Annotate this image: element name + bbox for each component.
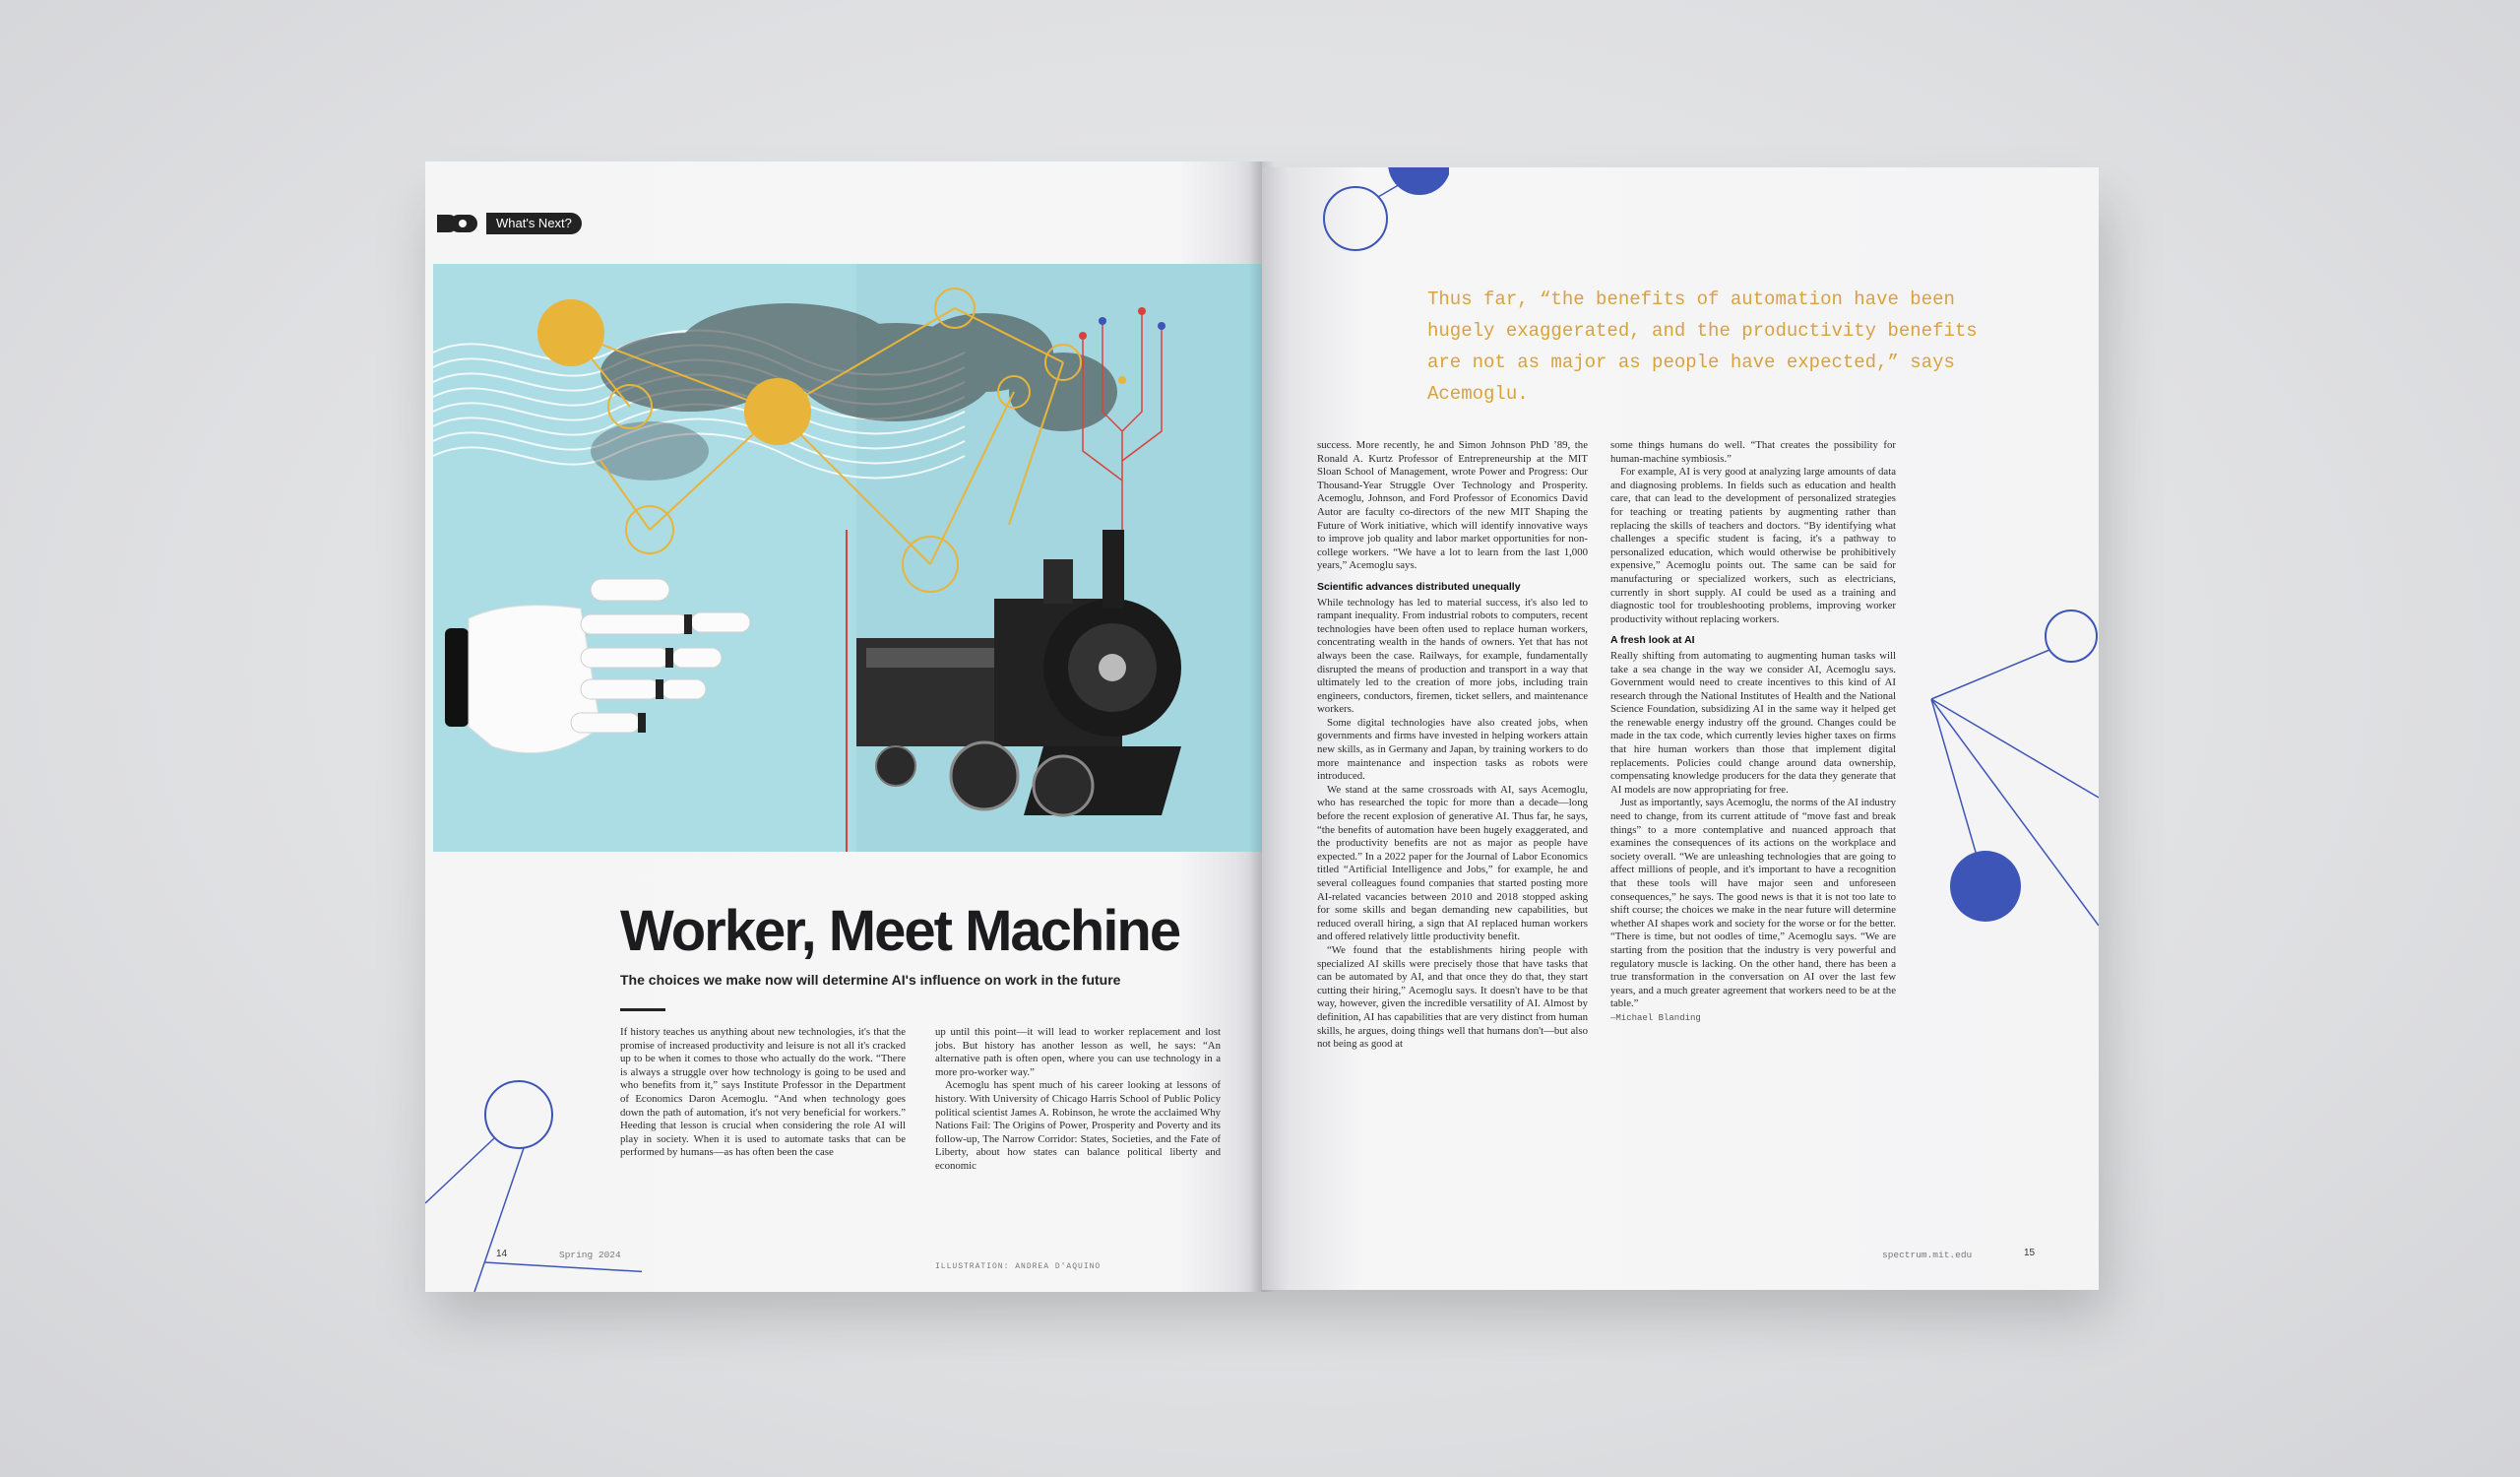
robot-hand (445, 579, 750, 753)
article-subtitle: The choices we make now will determine AI's influence on work in the future (620, 972, 1121, 988)
paragraph: While technology has led to material success, it's also led to rampant inequality. From industrial robots to computers, recent technologies have been often used to replace human workers, concentrating wealth in the hands of owners. Yet that has not always been the case. Railways, for example, fundamentally disrupted the means of production and transport in a way that ultimately led to the creation of more jobs, including train engineers, conductors, firemen, ticket sellers, and maintenance workers. (1317, 596, 1588, 716)
left-column-1 (620, 1026, 906, 1160)
right-column-2 (1610, 439, 1896, 1026)
left-column-2 (935, 1026, 1221, 1174)
section-heading: Scientific advances distributed unequally (1317, 580, 1521, 593)
author-signature: —Michael Blanding (1610, 1012, 1701, 1023)
smoke-cloud (591, 303, 1117, 481)
hero-illustration (433, 264, 1262, 852)
yellow-node-large (537, 299, 604, 366)
illustration-credit: ILLUSTRATION: ANDREA D'AQUINO (935, 1262, 1102, 1271)
locomotive (856, 530, 1181, 815)
page-number: 14 (496, 1249, 508, 1259)
paragraph: “We found that the establishments hiring people with specialized AI skills were precisely those that have tasks that can be automated by AI, and that once they do that, they start cutting their hiring,” Acemoglu says. It doesn't have to be that way, however, given the incredible versatility of AI. Almost by definition, AI has capabilities that are very distinct from human skills, he argues, doing things well that humans don't—but also not being as good at (1317, 943, 1588, 1051)
right-page (1262, 167, 2099, 1290)
yellow-node-center (744, 378, 811, 445)
decor-network-top (1262, 167, 1449, 282)
section-heading: A fresh look at AI (1610, 634, 1695, 647)
paragraph: For example, AI is very good at analyzing large amounts of data and diagnosing problems. In fields such as education and health care, that can lead to the development of personalized strategies for teaching or treating patients by augmenting rather than replacing the skills of teachers and doctors. “By identifying what challenges a specific student is facing, it's a pathway to personalized education, which would otherwise be prohibitively expensive,” Acemoglu points out. The same can be said for manufacturing or specialized workers, such as electricians, currently in short supply. AI could be used as a training and diagnostic tool for troubleshooting problems, improving worker productivity without replacing workers. (1610, 466, 1896, 625)
circuit-tree (1083, 313, 1162, 540)
pull-quote: Thus far, “the benefits of automation have been hugely exaggerated, and the productivity benefits are not as major as people have expected,” says Acemoglu. (1427, 289, 1978, 405)
paragraph: Some digital technologies have also created jobs, when governments and firms have invested in helping workers attain new skills, as in Germany and Japan, by training workers to do more maintenance and inspection tasks as robots were introduced. (1317, 716, 1588, 783)
dc-logo-icon (433, 213, 492, 234)
section-tag: What's Next? (486, 213, 582, 234)
left-page (425, 161, 1262, 1292)
paragraph: Acemoglu has spent much of his career looking at lessons of history. With University of Chicago Harris School of Public Policy political scientist James A. Robinson, he wrote the acclaimed Why Nations Fail: The Origins of Power, Prosperity and Poverty and its follow-up, The Narrow Corridor: States, Societies, and the Fate of Liberty, about how states can balance political liberty and economic (935, 1079, 1221, 1172)
illustration-artwork (433, 264, 1262, 852)
paragraph: If history teaches us anything about new technologies, it's that the promise of increased productivity and leisure is not all it's cracked up to be when it comes to those who actually do the work. “There is always a struggle over how technology is going to be used and who benefits from it,” says Institute Professor in the Department of Economics Daron Acemoglu. “And when technology goes down the path of automation, it's not very beneficial for workers.” Heeding that lesson is crucial when considering the role AI will play in society. When it is used to automate tasks that can be performed by humans—as has often been the case (620, 1026, 906, 1159)
paragraph: Really shifting from automating to augmenting human tasks will take a sea change in the way we consider AI, Acemoglu says. Government would need to create incentives to this kind of AI research through the National Institutes of Health and the National Science Foundation, subsidizing AI in the same way it helped get the renewable energy industry off the ground. Changes could be made in the tax code, which currently levies higher taxes on firms that hire human workers than those that implement digital replacements. Policies could change around data ownership, compensating knowledge producers for the data they generate that AI models are now appropriating for free. (1610, 649, 1896, 796)
right-column-1 (1317, 439, 1588, 1052)
page-number: 15 (2024, 1248, 2036, 1258)
site-url: spectrum.mit.edu (1882, 1250, 1973, 1260)
decor-network-right (1902, 601, 2099, 1024)
title-rule (620, 1008, 665, 1011)
paragraph: Just as importantly, says Acemoglu, the norms of the AI industry need to change, from its current attitude of “move fast and break things” to a more contemplative and nuanced approach that examines the consequences of its actions on the workplace and society overall. “We are unleashing technologies that are going to affect millions of people, and it's important to have a recognition that these tools will have major seen and unforeseen consequences,” he says. The good news is that it is not too late to shift course; the choices we make in the near future will determine whether AI shapes work and society for the worse or for the better. “There is time, but not oodles of time,” Acemoglu says. “We are starting from the position that the industry is very powerful and regulatory muscle is lacking. On the other hand, there has been a true transformation in the conversation on AI over the last few years, and a much greater agreement that workers need to be at the table.” (1610, 797, 1896, 1010)
paragraph: some things humans do well. “That creates the possibility for human-machine symbiosis.” (1610, 439, 1896, 465)
section-header (433, 213, 582, 234)
paragraph: We stand at the same crossroads with AI, says Acemoglu, who has researched the topic for more than a decade—long before the recent explosion of generative AI. Thus far, he says, “the benefits of automation have been hugely exaggerated, and the productivity benefits are not as major as people have expected.” In a 2022 paper for the Journal of Labor Economics titled “Artificial Intelligence and Jobs,” for example, he and several colleagues found companies that started posting more AI-related vacancies between 2010 and 2018 stopped asking for some skills and began demanding new capabilities, but reduced overall hiring, a sign that AI replaced human workers and offered relatively little productivity benefit. (1317, 783, 1588, 943)
article-title: Worker, Meet Machine (620, 899, 1180, 963)
paragraph: success. More recently, he and Simon Johnson PhD ’89, the Ronald A. Kurtz Professor of Entrepreneurship at the MIT Sloan School of Management, wrote Power and Progress: Our Thousand-Year Struggle Over Technology and Prosperity. Acemoglu, Johnson, and Ford Professor of Economics David Autor are faculty co-directors of the new MIT Shaping the Future of Work initiative, which will identify innovative ways to improve job quality and labor market opportunities for non-college workers. “We have a lot to learn from the last 1,000 years,” Acemoglu says. (1317, 439, 1588, 572)
paragraph: up until this point—it will lead to worker replacement and lost jobs. But history has another lesson as well, he says: “An alternative path is often open, where you can use technology in a more pro-worker way.” (935, 1026, 1221, 1078)
issue-label: Spring 2024 (559, 1250, 621, 1260)
